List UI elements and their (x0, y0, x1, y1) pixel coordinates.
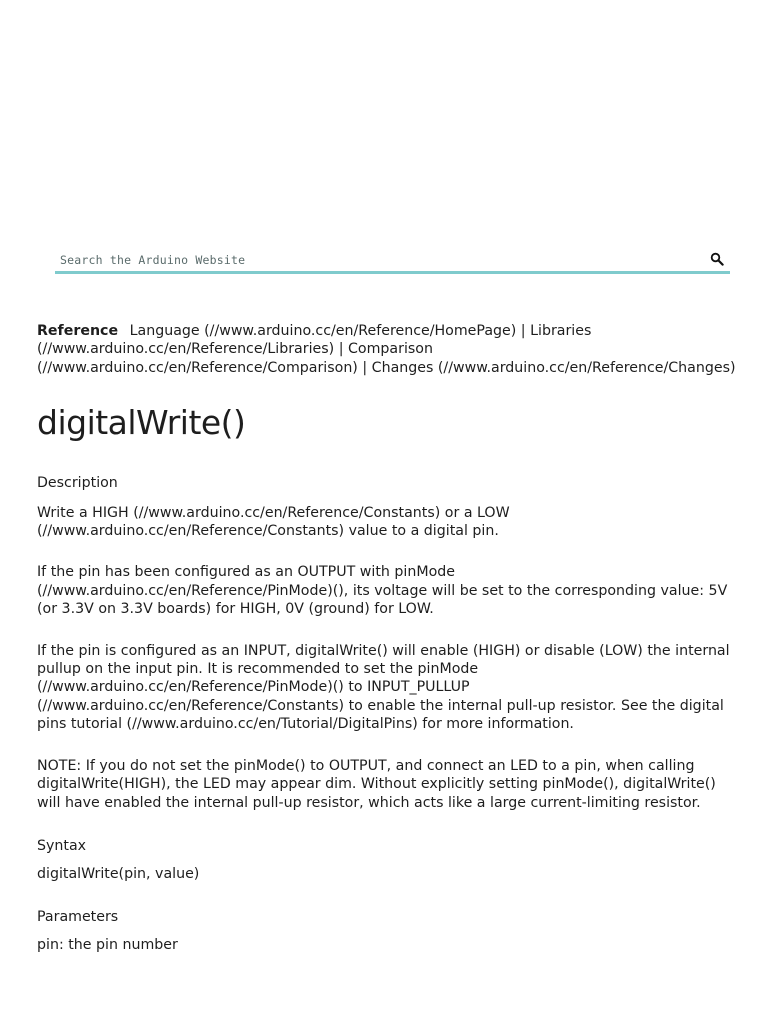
link-pinmode[interactable]: pinMode (//www.arduino.cc/en/Reference/PinMode) (37, 564, 455, 599)
link-digital-pins-tutorial[interactable]: digital pins tutorial (//www.arduino.cc/en/Tutorial/DigitalPins) (37, 697, 724, 733)
link-pinmode[interactable]: pinMode (//www.arduino.cc/en/Reference/PinMode) (37, 661, 479, 696)
text-run: () to (332, 679, 368, 696)
link-high[interactable]: HIGH (//www.arduino.cc/en/Reference/Constants) (92, 504, 441, 521)
breadcrumb (37, 322, 737, 377)
breadcrumb-link-libraries[interactable]: Libraries (//www.arduino.cc/en/Reference/Libraries) (37, 323, 592, 358)
breadcrumb-link-language[interactable]: Language (//www.arduino.cc/en/Reference/HomePage) (129, 323, 517, 339)
link-low[interactable]: LOW (//www.arduino.cc/en/Reference/Constants) (37, 504, 510, 540)
description-heading: Description (37, 475, 118, 492)
parameter-item: pin: the pin number (37, 937, 178, 954)
page-title: digitalWrite() (37, 403, 246, 443)
breadcrumb-separator: | (362, 359, 372, 376)
text-run: If the pin has been configured as an OUTPUT with (37, 564, 395, 581)
breadcrumb-link-changes[interactable]: Changes (//www.arduino.cc/en/Reference/Changes) (371, 359, 736, 376)
breadcrumb-link-comparison[interactable]: Comparison (//www.arduino.cc/en/Reference/Comparison) (37, 341, 433, 376)
search-icon[interactable] (710, 252, 724, 266)
text-run: value to a digital pin. (344, 523, 499, 540)
syntax-heading: Syntax (37, 837, 87, 854)
text-run: Write a (37, 504, 93, 521)
link-input-pullup[interactable]: INPUT_PULLUP (//www.arduino.cc/en/Reference/Constants) (37, 679, 470, 714)
description-note: NOTE: If you do not set the pinMode() to OUTPUT, and connect an LED to a pin, when calling digitalWrite(HIGH), the LED may appear dim. Without explicitly setting pinMode(), digitalWrite() will have enabled the internal pull-up resistor, which acts like a large current-limiting resistor. (37, 757, 716, 811)
main-content (37, 322, 737, 955)
syntax-code: digitalWrite(pin, value) (37, 866, 200, 883)
breadcrumb-label: Reference (37, 323, 119, 339)
description-paragraph-2 (37, 563, 737, 618)
text-run: If the pin is configured as an INPUT, digitalWrite() will enable (HIGH) or disable (LOW) the internal pullup on the input pin. It is recommended to set the (37, 642, 730, 678)
breadcrumb-separator: | (520, 323, 531, 339)
parameters-heading: Parameters (37, 908, 119, 925)
search-bar (55, 250, 730, 274)
text-run: or a (440, 504, 478, 521)
breadcrumb-separator: | (338, 341, 348, 358)
text-run: (), its voltage will be set to the corresponding value: 5V (or 3.3V on 3.3V boards) for HIGH, 0V (ground) for LOW. (37, 582, 728, 618)
search-input[interactable] (55, 250, 700, 270)
description-paragraph-1 (37, 504, 737, 541)
text-run: for more information. (417, 716, 574, 733)
text-run: to enable the internal pull-up resistor. See the (344, 697, 680, 714)
description-paragraph-3 (37, 642, 737, 734)
